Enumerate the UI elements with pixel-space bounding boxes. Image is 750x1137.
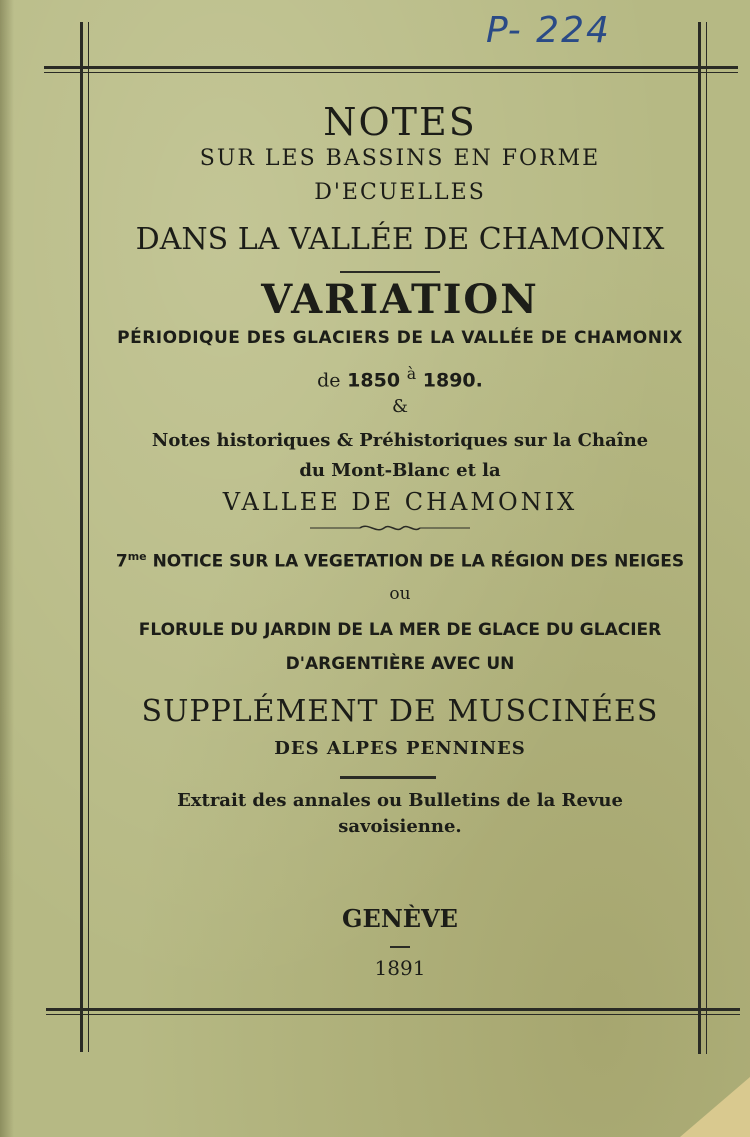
septieme-superscript: me xyxy=(127,550,147,563)
date-range xyxy=(100,364,700,391)
septieme-notice xyxy=(100,550,700,572)
date-de: de xyxy=(317,369,341,392)
date-end: 1890. xyxy=(422,369,483,392)
savoisienne-line: savoisienne. xyxy=(338,816,462,837)
page-edge-shadow xyxy=(0,0,14,1137)
argentiere-line: D'ARGENTIÈRE AVEC UN xyxy=(285,654,515,674)
catalog-number: P- 224 xyxy=(486,10,611,51)
heading-variation: VARIATION xyxy=(261,276,539,323)
frame-right-line-inner xyxy=(706,22,707,1054)
title-vallee-chamonix: DANS LA VALLÉE DE CHAMONIX xyxy=(135,222,665,257)
cover-text xyxy=(100,0,700,1137)
supplement-muscinees: SUPPLÉMENT DE MUSCINÉES xyxy=(141,694,659,729)
subtitle-periodique: PÉRIODIQUE DES GLACIERS DE LA VALLÉE DE CHAMONIX xyxy=(117,328,683,348)
septieme-number: 7 xyxy=(115,551,128,572)
mont-blanc-line: du Mont-Blanc et la xyxy=(299,460,501,481)
florule-line: FLORULE DU JARDIN DE LA MER DE GLACE DU GLACIER xyxy=(138,620,662,640)
date-a: à xyxy=(406,364,417,383)
ampersand: & xyxy=(391,396,409,417)
divider-rule-2 xyxy=(340,776,436,779)
divider-rule xyxy=(340,271,440,273)
extrait-line: Extrait des annales ou Bulletins de la Revue xyxy=(177,790,623,811)
divider-rule-3 xyxy=(390,946,410,948)
notes-historiques: Notes historiques & Préhistoriques sur la Chaîne xyxy=(151,430,649,451)
title-ecuelles: D'ECUELLES xyxy=(314,180,486,205)
frame-left-line-inner xyxy=(88,22,89,1052)
ornament-divider xyxy=(310,520,470,536)
publication-year: 1891 xyxy=(374,956,426,980)
publication-place: GENÈVE xyxy=(342,904,458,933)
title-sur-les-bassins: SUR LES BASSINS EN FORME xyxy=(199,146,601,171)
frame-left-line xyxy=(80,22,83,1052)
conjunction-ou: ou xyxy=(389,584,411,604)
title-notes: NOTES xyxy=(323,100,477,144)
vallee-de-chamonix: VALLEE DE CHAMONIX xyxy=(222,488,578,516)
alpes-pennines: DES ALPES PENNINES xyxy=(274,738,526,759)
septieme-text: NOTICE SUR LA VEGETATION DE LA RÉGION DES NEIGES xyxy=(152,551,685,572)
date-start: 1850 xyxy=(347,369,401,392)
